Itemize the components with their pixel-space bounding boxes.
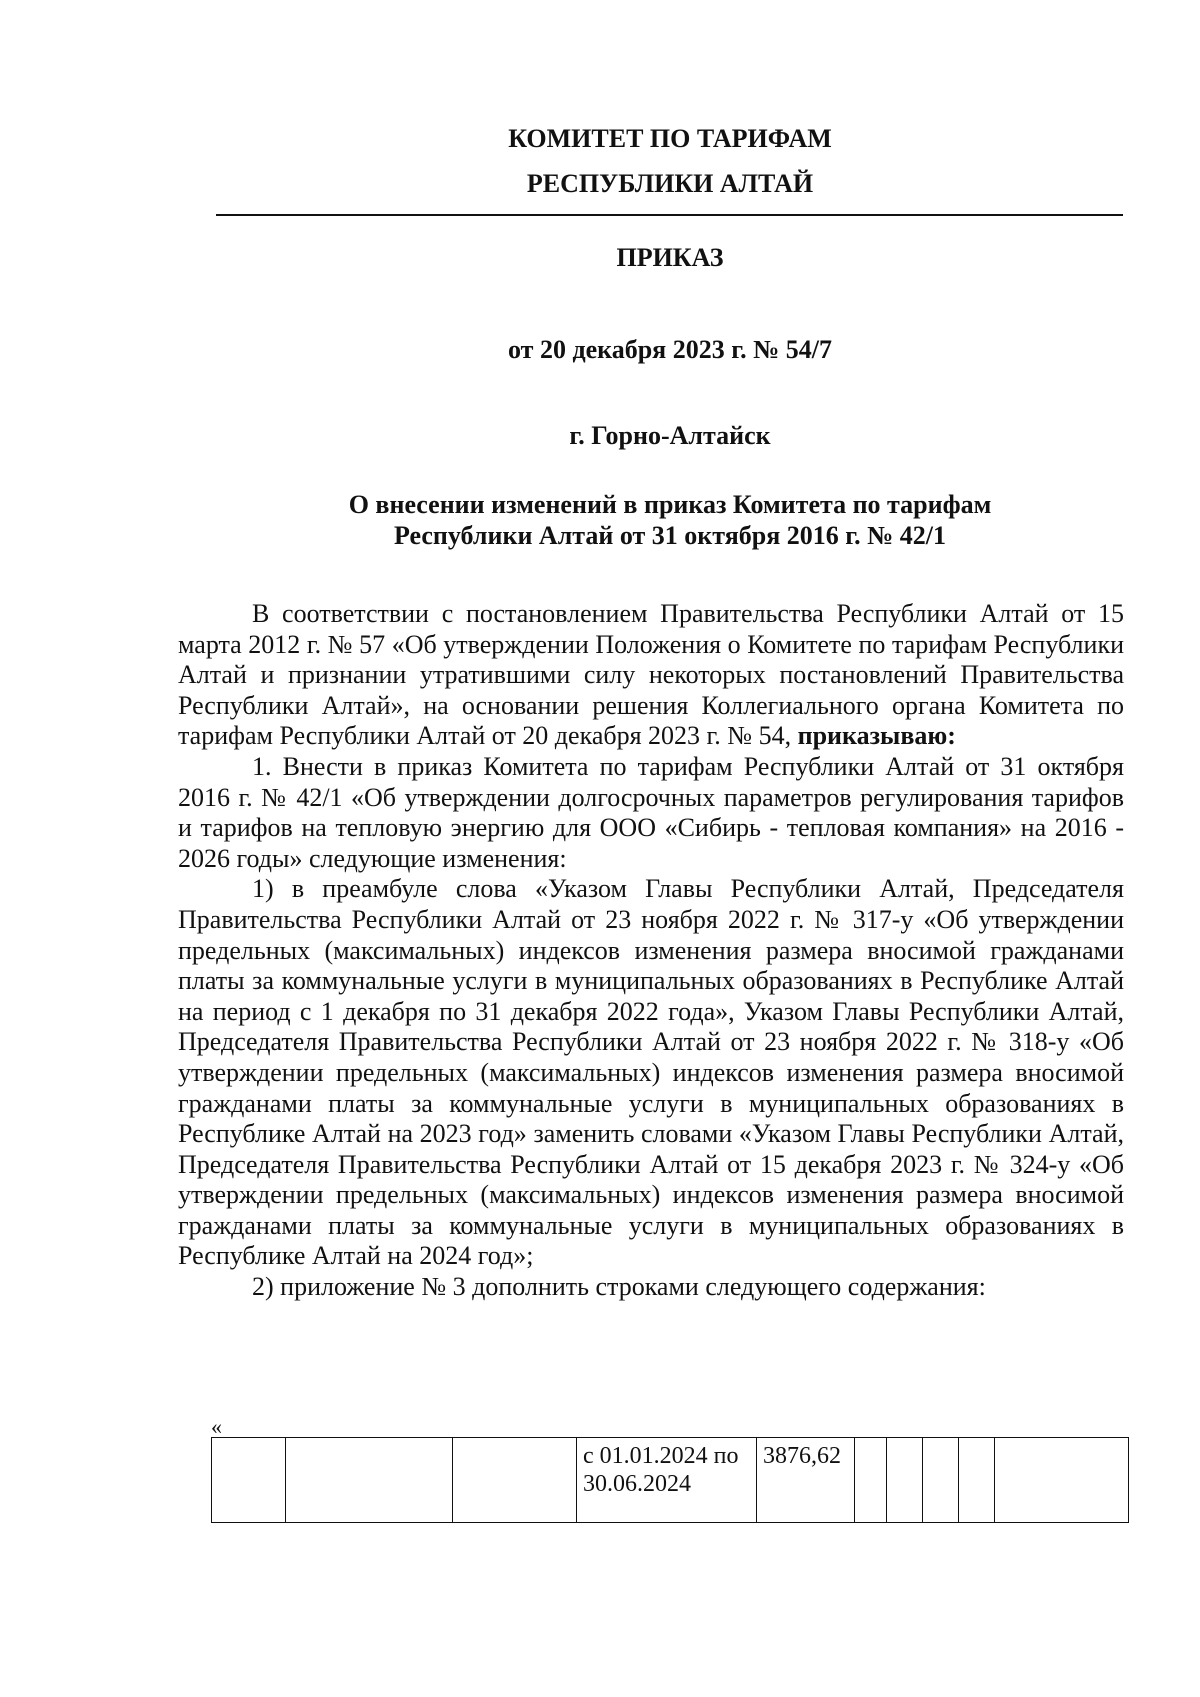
table-cell [212,1438,286,1523]
table-cell [887,1438,923,1523]
intro-paragraph [178,599,1124,752]
table-row [212,1438,1129,1523]
org-name-line1: КОМИТЕТ ПО ТАРИФАМ [508,124,832,153]
table-cell [453,1438,577,1523]
document-title-line1: О внесении изменений в приказ Комитета по тарифам [348,490,992,519]
document-city: г. Горно-Алтайск [569,421,771,450]
table-cell [995,1438,1129,1523]
item-1-paragraph: 1. Внести в приказ Комитета по тарифам Республики Алтай от 31 октября 2016 г. № 42/1 «Об утверждении долгосрочных параметров регулирования тарифов и тарифов на тепловую энергию для ООО «Сибирь - тепловая компания» на 2016 - 2026 годы» следующие изменения: [178,751,1124,873]
document-title-line2: Республики Алтай от 31 октября 2016 г. № 42/1 [393,521,947,550]
addendum-table [211,1437,1129,1523]
table-cell [923,1438,959,1523]
table-cell [855,1438,887,1523]
org-name-line2: РЕСПУБЛИКИ АЛТАЙ [526,169,814,198]
item-1-1-paragraph: 1) в преамбуле слова «Указом Главы Республики Алтай, Председателя Правительства Республики Алтай от 23 ноября 2022 г. № 317-у «Об утверждении предельных (максимальных) индексов изменения размера вносимой гражданами платы за коммунальные услуги в муниципальных образованиях в Республике Алтай на период с 1 декабря по 31 декабря 2022 года», Указом Главы Республики Алтай, Председателя Правительства Республики Алтай от 23 ноября 2022 г. № 318-у «Об утверждении предельных (максимальных) индексов изменения размера вносимой гражданами платы за коммунальные услуги в муниципальных образованиях в Республике Алтай на 2023 год» заменить словами «Указом Главы Республики Алтай, Председателя Правительства Республики Алтай от 15 декабря 2023 г. № 324-у «Об утверждении предельных (максимальных) индексов изменения размера вносимой гражданами платы за коммунальные услуги в муниципальных образованиях в Республике Алтай на 2024 год»; [178,874,1124,1271]
item-1-2-paragraph: 2) приложение № 3 дополнить строками следующего содержания: [252,1272,986,1302]
document-body [178,599,1124,1303]
header-divider [216,214,1123,216]
intro-text: В соответствии с постановлением Правительства Республики Алтай от 15 марта 2012 г. № 57 «Об утверждении Положения о Комитете по тарифам Республики Алтай и признании утратившими силу некоторых постановлений Правительства Республики Алтай», на основании решения Коллегиального органа Комитета по тарифам Республики Алтай от 20 декабря 2023 г. № 54, [178,599,1124,751]
table-cell-period: с 01.01.2024 по 30.06.2024 [577,1438,757,1523]
table-cell [959,1438,995,1523]
table-opening-quote: « [211,1414,222,1439]
table-cell [286,1438,453,1523]
intro-order-word: приказываю: [797,721,956,751]
document-date-number: от 20 декабря 2023 г. № 54/7 [508,335,832,364]
document-type: ПРИКАЗ [616,243,724,272]
table-cell-tariff: 3876,62 [757,1438,855,1523]
